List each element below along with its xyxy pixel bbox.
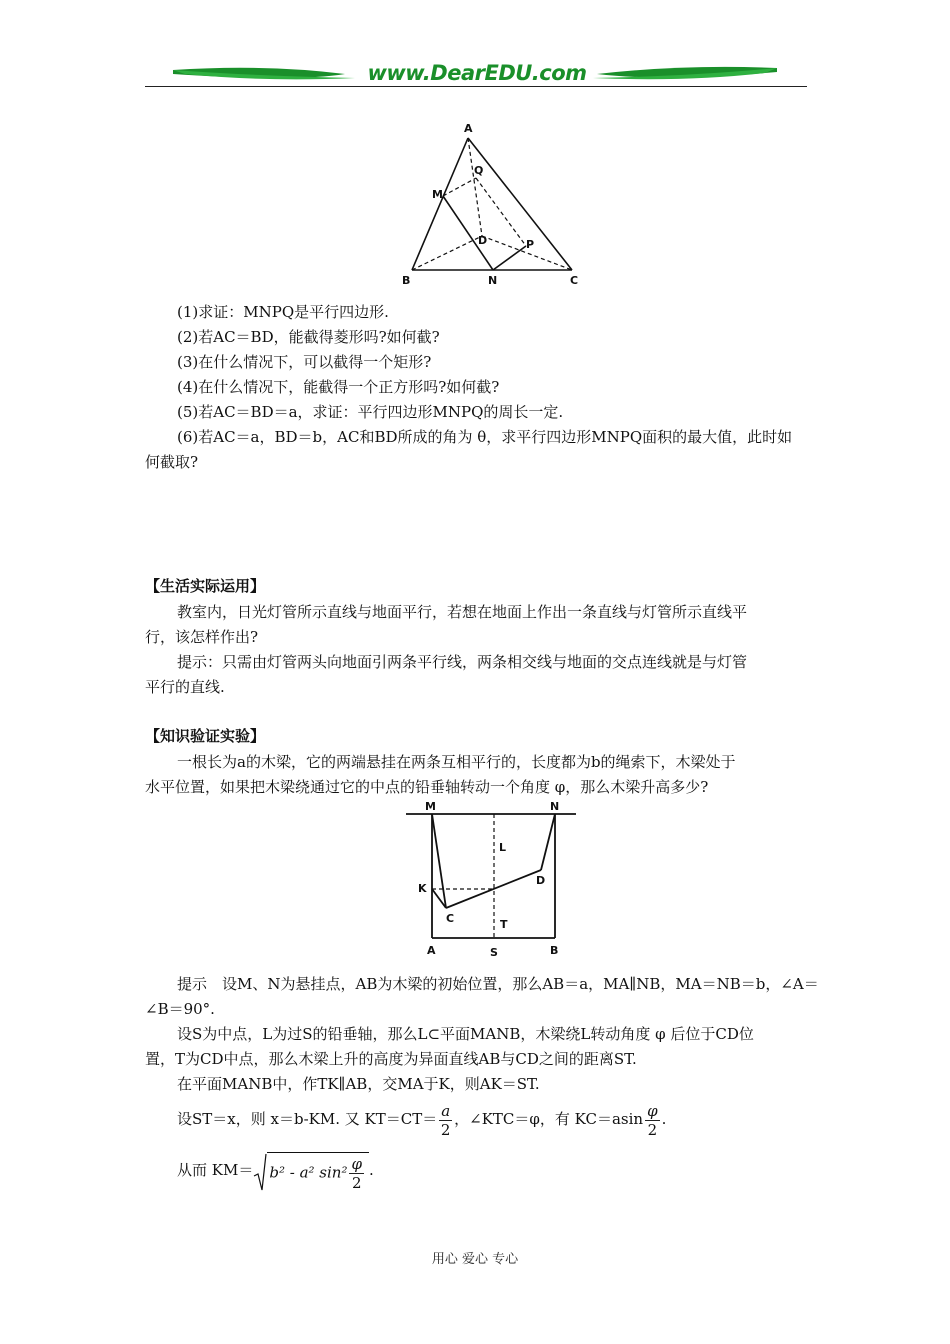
- section1-line-2: 行，该怎样作出?: [145, 628, 259, 646]
- hint-equation-1: [145, 1100, 807, 1139]
- hint-line-5: 在平面MANB中，作TK∥AB，交MA于K，则AK＝ST.: [177, 1075, 540, 1093]
- header-rule: [145, 86, 807, 87]
- fig2-label-l: L: [499, 841, 507, 854]
- edge-bd-dashed: [412, 236, 482, 270]
- question-3: (3)在什么情况下，可以截得一个矩形?: [177, 353, 432, 371]
- fraction-phi-over-2: $\frac{\varphi}{2}$: [647, 1101, 658, 1139]
- fig2-label-k: K: [418, 882, 427, 895]
- label-q: Q: [474, 164, 484, 177]
- hint-line-4: 置，T为CD中点，那么木梁上升的高度为异面直线AB与CD之间的距离ST.: [145, 1050, 637, 1068]
- tetrahedron-figure: [400, 118, 590, 290]
- question-4: (4)在什么情况下，能截得一个正方形吗?如何截?: [177, 378, 500, 396]
- label-p: P: [526, 238, 535, 251]
- hint-equation-2: [145, 1148, 807, 1193]
- eq1-prefix: 设ST＝x，则 x＝b-KM. 又 KT＝CT＝: [177, 1110, 438, 1128]
- eq1-end: .: [661, 1110, 667, 1128]
- fraction-a-over-2: $\frac{a}{2}$: [440, 1101, 451, 1139]
- hint-line-2: ∠B＝90°.: [145, 1000, 215, 1018]
- label-c: C: [570, 274, 579, 287]
- question-5: (5)若AC＝BD＝a，求证：平行四边形MNPQ的周长一定.: [177, 403, 564, 421]
- section2-line-2: 水平位置，如果把木梁绕通过它的中点的铅垂轴转动一个角度 φ，那么木梁升高多少?: [145, 778, 709, 796]
- hint-line-1: 提示 设M、N为悬挂点，AB为木梁的初始位置，那么AB＝a，MA∥NB，MA＝NB＝b，∠A＝: [177, 975, 819, 993]
- rope-nd: [541, 814, 555, 870]
- question-6-continued: 何截取?: [145, 453, 199, 471]
- fig2-label-s: S: [490, 946, 498, 959]
- question-2: (2)若AC＝BD，能截得菱形吗?如何截?: [177, 328, 440, 346]
- fig2-label-d: D: [536, 874, 546, 887]
- section1-line-1: 教室内，日光灯管所示直线与地面平行，若想在地面上作出一条直线与灯管所示直线平: [177, 603, 748, 621]
- label-m: M: [432, 188, 443, 201]
- segment-np: [493, 246, 526, 270]
- fig2-label-a: A: [427, 944, 436, 957]
- eq2-prefix: 从而 KM＝: [177, 1161, 254, 1179]
- section2-line-1: 一根长为a的木梁，它的两端悬挂在两条互相平行的，长度都为b的绳索下，木梁处于: [177, 753, 736, 771]
- edge-ab: [412, 138, 468, 270]
- fig2-label-t: T: [500, 918, 508, 931]
- fig2-label-c: C: [446, 912, 455, 925]
- section-life-application-heading: 【生活实际运用】: [145, 577, 266, 595]
- question-6: (6)若AC＝a，BD＝b，AC和BD所成的角为 θ，求平行四边形MNPQ面积的最大值，此时如: [177, 428, 793, 446]
- eq1-middle: ，∠KTC＝φ，有 KC＝asin: [454, 1110, 644, 1128]
- fig2-label-m: M: [425, 800, 436, 813]
- rope-mc: [432, 814, 446, 908]
- label-d: D: [478, 234, 488, 247]
- label-b: B: [402, 274, 411, 287]
- segment-mn: [443, 196, 493, 270]
- hint-line-3: 设S为中点，L为过S的铅垂轴，那么L⊂平面MANB，木梁绕L转动角度 φ 后位于CD位: [177, 1025, 754, 1043]
- fig2-label-b: B: [550, 944, 559, 957]
- section-knowledge-experiment-heading: 【知识验证实验】: [145, 727, 266, 745]
- label-n: N: [488, 274, 498, 287]
- radical-sign: [253, 1152, 267, 1192]
- eq2-end: .: [368, 1161, 374, 1179]
- beam-rotation-figure: [400, 796, 582, 962]
- page-footer: 用心 爱心 专心: [431, 1252, 519, 1267]
- question-1: (1)求证：MNPQ是平行四边形.: [177, 303, 389, 321]
- fig2-label-n: N: [550, 800, 560, 813]
- fraction-phi-over-2-sqrt: $\frac{\varphi}{2}$: [351, 1155, 362, 1192]
- square-root-expression: b² - a² sin² $\frac{\varphi}{2}$: [253, 1149, 369, 1193]
- site-logo-text: www.DearEDU.com: [367, 61, 587, 85]
- label-a: A: [464, 122, 473, 135]
- section1-line-3: 提示：只需由灯管两头向地面引两条平行线，两条相交线与地面的交点连线就是与灯管: [177, 653, 748, 671]
- section1-line-4: 平行的直线.: [145, 678, 225, 696]
